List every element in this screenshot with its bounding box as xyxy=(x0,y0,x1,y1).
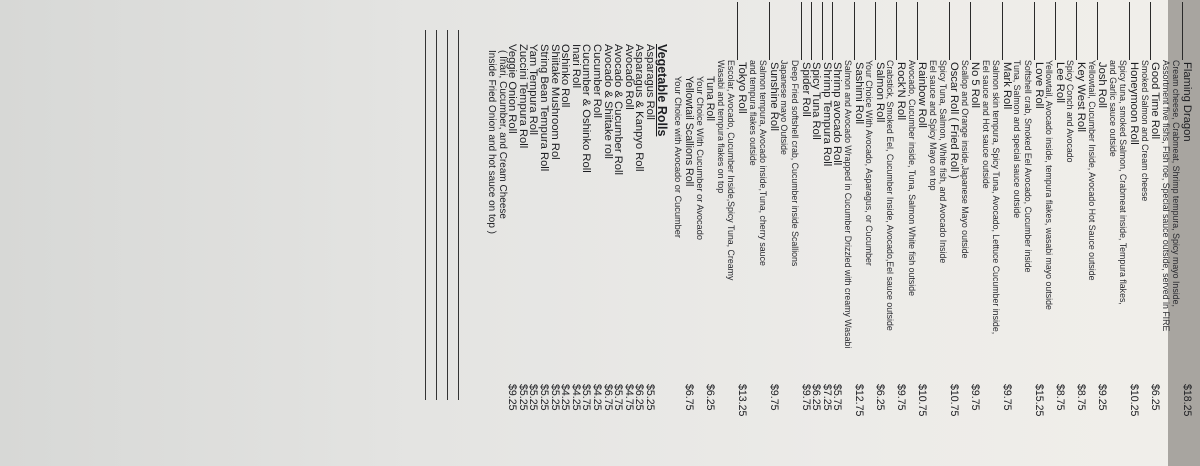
item-name: Shrimp Tempura Roll xyxy=(820,62,833,167)
item-price: $5.75 xyxy=(831,384,844,411)
item-price: $13.25 xyxy=(736,384,749,417)
item-description xyxy=(1023,0,1034,444)
menu-item xyxy=(517,0,528,444)
item-price: $9.75 xyxy=(894,384,907,411)
description-text: Assortment five fishs, Fish roe, Special sauce outside, served in FIRE xyxy=(1160,60,1171,332)
menu-item xyxy=(507,0,518,444)
item-name: Love Roll xyxy=(1032,62,1045,109)
description-text: Smoked Salmon and Cream cheese xyxy=(1139,60,1150,202)
item-name: Mark Roll xyxy=(1000,62,1013,110)
menu-item xyxy=(581,0,592,444)
menu-item xyxy=(1128,0,1139,444)
item-price: $5.25 xyxy=(548,384,561,411)
description-text: Salmon and Avocado Wrapped in Cucumber Drizzled with creamy Wasabi xyxy=(843,60,853,349)
menu-item xyxy=(895,0,906,444)
item-description xyxy=(758,0,769,444)
menu-item xyxy=(948,0,959,444)
item-name: Avocado & Shiitake roll xyxy=(601,44,614,159)
description-text: ( Inari, Cucumber, and Cream Cheese xyxy=(496,50,508,219)
item-name: Zuccini Tempura Roll xyxy=(516,44,529,149)
vegetable-rolls-heading: Vegetable Rolls xyxy=(654,44,669,137)
item-description xyxy=(906,0,917,444)
menu-item xyxy=(570,0,581,444)
item-price: $6.25 xyxy=(873,384,886,411)
menu-item xyxy=(832,0,843,444)
item-name: Cucumber Roll xyxy=(590,44,603,118)
item-price: $7.25 xyxy=(820,384,833,411)
description-text: and tempura flakes outside xyxy=(747,60,758,166)
item-price: $9.75 xyxy=(799,384,812,411)
item-price: $6.25 xyxy=(1149,384,1162,411)
menu-item xyxy=(1181,0,1192,444)
item-price: $9.75 xyxy=(1000,384,1013,411)
item-price: $4.75 xyxy=(622,384,635,411)
description-text: Salmon skin tempura, Spicy Tuna, Avocado, Lettuce Cucumber inside, xyxy=(991,60,1002,335)
item-description xyxy=(991,0,1002,444)
item-name: Oscar Roll ( Fried Roll ) xyxy=(947,62,960,179)
item-description xyxy=(842,0,853,444)
item-description xyxy=(1044,0,1055,444)
spacer xyxy=(469,0,485,444)
menu-item xyxy=(800,0,811,444)
item-name: Tuna Roll xyxy=(704,76,717,121)
item-name: Sashimi Roll xyxy=(852,62,865,125)
item-price: $10.75 xyxy=(947,384,960,417)
menu-item xyxy=(736,0,747,444)
item-description xyxy=(1118,0,1129,444)
menu-item xyxy=(634,0,645,444)
item-name: Spider Roll xyxy=(799,62,812,117)
menu-item xyxy=(1097,0,1108,444)
item-description xyxy=(726,0,737,444)
menu-item xyxy=(538,0,549,444)
item-name: Cucumber & Oshinko Roll xyxy=(580,44,593,173)
description-text: Cream cheese, Crabmeat, Shrimp tempura, Spicy mayo Inside, xyxy=(1171,60,1182,307)
description-text: Eel sauce and Spicy Mayo on top xyxy=(927,60,938,191)
item-description xyxy=(779,0,790,444)
blank-write-in-line xyxy=(458,30,469,400)
item-name: Spicy Tuna Roll xyxy=(810,62,823,140)
item-price: $12.75 xyxy=(852,384,865,417)
item-price: $5.25 xyxy=(643,384,656,411)
item-description xyxy=(747,0,758,444)
item-name: Good Time Roll xyxy=(1149,62,1162,140)
menu-item xyxy=(1075,0,1086,444)
description-text: Salmon tempura, Avocado inside,Tuna, cherry sauce xyxy=(758,60,769,266)
item-description xyxy=(927,0,938,444)
description-text: Yellowtail, Avocado inside, tempura flakes, wasabi mayo outside xyxy=(1044,60,1055,310)
description-text: Japanese mayo Outside xyxy=(779,60,790,155)
item-name: Josh Roll xyxy=(1096,62,1109,109)
item-price: $15.25 xyxy=(1032,384,1045,417)
menu-item xyxy=(591,0,602,444)
item-price: $6.75 xyxy=(683,384,696,411)
item-name: Asparagus Roll xyxy=(643,44,656,120)
item-description xyxy=(938,0,949,444)
item-price: $8.75 xyxy=(1075,384,1088,411)
item-price: $10.25 xyxy=(1128,384,1141,417)
description-text: Your Choice with Avocado or Cucumber xyxy=(673,76,684,238)
item-price: $9.25 xyxy=(506,384,519,411)
item-name: Key West Roll xyxy=(1075,62,1088,133)
item-price: $6.75 xyxy=(601,384,614,411)
menu-item xyxy=(1033,0,1044,444)
description-text: and Garlic sauce outside xyxy=(1107,60,1118,157)
item-description xyxy=(980,0,991,444)
description-text: Wasabi and tempura flakes on top xyxy=(715,60,726,194)
item-description xyxy=(715,0,726,444)
item-price: $9.75 xyxy=(969,384,982,411)
blank-write-in-line xyxy=(425,30,436,400)
description-text: Inside Fried Onion and hot sauce on top ) xyxy=(486,50,497,235)
item-description xyxy=(959,0,970,444)
item-price: $9.75 xyxy=(767,384,780,411)
item-name: Shrimp avocado Roll xyxy=(831,62,844,166)
item-description xyxy=(1065,0,1076,444)
item-price: $10.75 xyxy=(916,384,929,417)
description-text: Deep Fried softshell crab, Cucumber inside Scallions xyxy=(790,60,801,267)
description-text: Eel sauce and Hot sauce outside xyxy=(980,60,991,189)
item-name: Avocado Roll xyxy=(622,44,635,110)
vegetable-rolls-list xyxy=(485,0,655,444)
description-text: Tuna, Salmon and special sauce outside xyxy=(1012,60,1023,219)
description-text: Spicy tuna, smoked Salmon, Crabmeat inside, Tempura flakes, xyxy=(1118,60,1129,305)
menu-item xyxy=(970,0,981,444)
description-text: Your Choice With Cucumber or Avocado xyxy=(694,76,705,240)
item-price: $18.25 xyxy=(1181,384,1193,417)
item-price: $4.25 xyxy=(590,384,603,411)
item-price: $6.25 xyxy=(704,384,717,411)
item-name: Oshinko Roll xyxy=(559,44,572,108)
item-description xyxy=(885,0,896,444)
item-name: Lee Roll xyxy=(1053,62,1066,104)
menu-item xyxy=(613,0,624,444)
item-price: $4.25 xyxy=(569,384,582,411)
item-name: Sunshine Roll xyxy=(767,62,780,132)
item-name: Honeymoon Roll xyxy=(1128,62,1141,145)
item-description xyxy=(485,0,496,444)
menu-item xyxy=(549,0,560,444)
description-text: Avocado, Cucumber inside, Tuna, Salmon White fish outside xyxy=(906,60,917,297)
item-price: $5.75 xyxy=(612,384,625,411)
item-price: $6.25 xyxy=(633,384,646,411)
item-description xyxy=(496,0,507,444)
item-name: Tokyo Roll xyxy=(736,62,749,114)
item-description xyxy=(673,0,684,444)
item-name: Asparagus & Kanpyo Roll xyxy=(633,44,646,172)
item-name: Flaming Dragon xyxy=(1181,62,1193,142)
blank-write-in-line xyxy=(436,30,447,400)
item-price: $6.25 xyxy=(810,384,823,411)
item-name: Shiitake Mushroom Rol xyxy=(548,44,561,160)
menu-item xyxy=(811,0,822,444)
item-name: Avocado & Cucumber Roll xyxy=(612,44,625,175)
item-description xyxy=(1012,0,1023,444)
menu-item xyxy=(821,0,832,444)
menu-item xyxy=(684,0,695,444)
menu-item xyxy=(705,0,716,444)
menu-item xyxy=(560,0,571,444)
menu-item xyxy=(1054,0,1065,444)
menu-item xyxy=(853,0,864,444)
menu-item xyxy=(1150,0,1161,444)
menu-item xyxy=(528,0,539,444)
item-description xyxy=(1160,0,1171,444)
item-price: $4.25 xyxy=(559,384,572,411)
item-price: $5.25 xyxy=(516,384,529,411)
description-text: Softshell crab, Smoked Eel Avocado, Cucumber inside xyxy=(1023,60,1034,273)
description-text: Your Choice With Avocado, Asparagus, or Cucumber xyxy=(864,60,875,266)
menu-item xyxy=(917,0,928,444)
description-text: Scallop and Orange inside,Japanese Mayo outside xyxy=(959,60,970,259)
item-name: Yam Tempura Roll xyxy=(527,44,540,135)
item-name: No 5 Roll xyxy=(969,62,982,109)
item-description xyxy=(1171,0,1182,444)
description-text: Crabstick, Smoked Eel, Cucumber Inside, Avocado,Eel sauce outside xyxy=(885,60,896,331)
item-description xyxy=(1107,0,1118,444)
item-description xyxy=(1086,0,1097,444)
item-description xyxy=(1139,0,1150,444)
description-text: Yellowtail, Cucumber Inside, Avocado Hot Sauce outside xyxy=(1086,60,1097,281)
item-price: $5.25 xyxy=(527,384,540,411)
menu-item xyxy=(602,0,613,444)
menu-item xyxy=(874,0,885,444)
menu-item xyxy=(644,0,655,444)
item-name: String Bean Tempura Roll xyxy=(537,44,550,172)
description-text: Spicy Conch and Avocado xyxy=(1065,60,1076,163)
item-name: Rock'N Roll xyxy=(894,62,907,121)
item-name: Rainbow Roll xyxy=(916,62,929,128)
menu-item xyxy=(768,0,779,444)
menu-item xyxy=(1001,0,1012,444)
item-description xyxy=(864,0,875,444)
item-description xyxy=(789,0,800,444)
item-name: Salmon Roll xyxy=(873,62,886,123)
menu-item xyxy=(623,0,634,444)
item-price: $9.25 xyxy=(1096,384,1109,411)
item-name: Inari Roll xyxy=(569,44,582,89)
blank-write-in-line xyxy=(447,30,458,400)
item-price: $5.25 xyxy=(537,384,550,411)
item-price: $5.75 xyxy=(580,384,593,411)
description-text: Escolar, Avocado, Cucumber Inside,Spicy Tuna, Creamy xyxy=(726,60,737,281)
item-name: Veggie Onion Roll xyxy=(506,44,519,134)
specialty-rolls-list xyxy=(673,0,1192,444)
item-name: Yellowtail Scallions Roll xyxy=(683,76,696,187)
item-price: $8.75 xyxy=(1053,384,1066,411)
item-description xyxy=(694,0,705,444)
description-text: Spicy Tuna, Salmon, White fish, and Avocado Inside xyxy=(938,60,949,264)
